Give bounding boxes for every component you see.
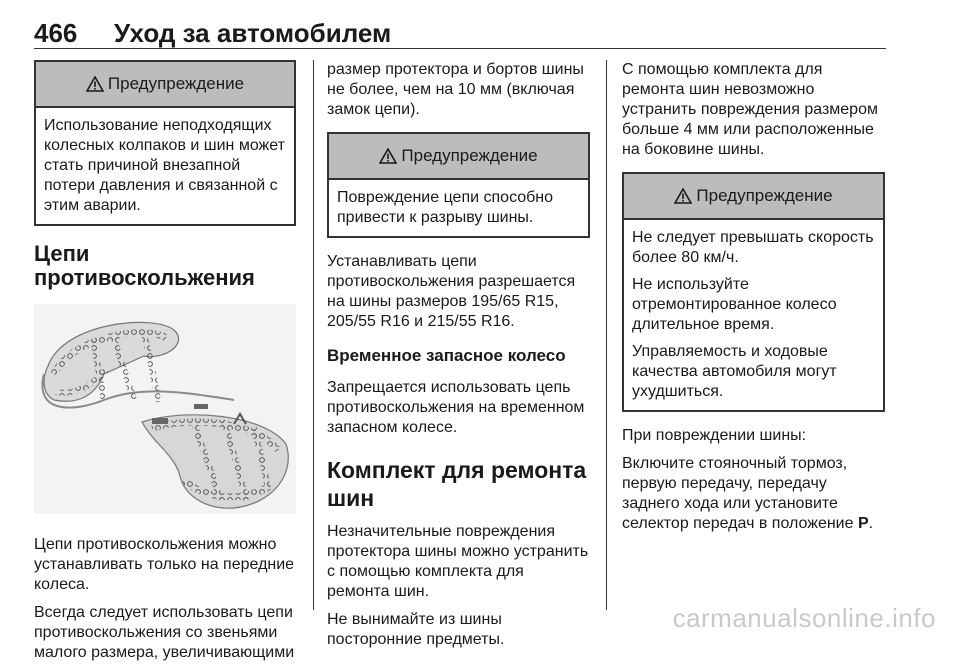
warning-text: Не используйте отремонтированное колесо длительное время. — [632, 276, 837, 333]
paragraph: При повреждении шины: — [622, 427, 807, 444]
paragraph-end: . — [868, 515, 874, 532]
paragraph — [622, 454, 885, 534]
paragraph: Незначительные повреждения протектора шины можно устранить с помощью комплекта для ремонта шин. — [327, 523, 589, 600]
warning-triangle-icon — [674, 188, 692, 204]
paragraph: Цепи противоскольжения можно устанавливать только на передние колеса. — [34, 536, 295, 593]
warning-triangle-icon — [86, 76, 104, 92]
warning-title: Предупреждение — [107, 74, 245, 93]
column-3 — [622, 60, 885, 542]
page-number: 466 — [34, 18, 78, 48]
page-header — [34, 10, 886, 50]
column-1 — [34, 60, 296, 671]
paragraph: Устанавливать цепи противоскольжения разрешается на шины размеров 195/65 R15, 205/55 R16 и 215/55 R16. — [327, 253, 576, 330]
warning-header — [624, 174, 883, 220]
header-rule — [34, 48, 886, 49]
warning-body — [624, 220, 883, 410]
watermark: carmanualsonline.info — [672, 603, 936, 633]
warning-title: Предупреждение — [401, 146, 538, 165]
section-title: Комплект для ремонта шин — [327, 457, 587, 511]
paragraph: Запрещается использовать цепь противоскольжения на временном запасном колесе. — [327, 379, 585, 436]
snow-chains-illustration — [34, 304, 296, 514]
paragraph: Всегда следует использовать цепи противоскольжения со звеньями малого размера, увеличивающими — [34, 604, 295, 661]
paragraph: С помощью комплекта для ремонта шин невозможно устранить повреждения размером больше 4 мм или расположенные на боковине шины. — [622, 61, 878, 158]
warning-body — [329, 180, 588, 236]
page-title: Уход за автомобилем — [114, 18, 392, 48]
warning-box — [327, 132, 590, 238]
warning-title: Предупреждение — [696, 186, 833, 205]
column-2 — [327, 60, 590, 658]
column-divider-2 — [606, 60, 607, 610]
warning-text: Использование неподходящих колесных колпаков и шин может стать причиной внезапной потери давления и связанной с этим аварии. — [44, 117, 285, 214]
paragraph: Не вынимайте из шины посторонние предметы. — [327, 611, 505, 648]
subsection-title: Временное запасное колесо — [327, 346, 566, 365]
warning-text: Повреждение цепи способно привести к разрыву шины. — [337, 189, 554, 226]
warning-body — [36, 108, 294, 224]
warning-header — [36, 62, 294, 108]
section-title: Цепи противоскольжения — [34, 241, 255, 290]
paragraph-text: Включите стояночный тормоз, первую передачу, передачу заднего хода или установите селектор передач в положение — [622, 455, 858, 532]
warning-triangle-icon — [379, 148, 397, 164]
gear-position-p: P — [857, 515, 869, 532]
warning-box — [34, 60, 296, 226]
warning-text: Не следует превышать скорость более 80 км/ч. — [632, 229, 874, 266]
paragraph: размер протектора и бортов шины не более, чем на 10 мм (включая замок цепи). — [327, 61, 584, 118]
warning-text: Управляемость и ходовые качества автомобиля могут ухудшиться. — [632, 343, 837, 400]
warning-box — [622, 172, 885, 412]
warning-header — [329, 134, 588, 180]
column-divider-1 — [313, 60, 314, 610]
